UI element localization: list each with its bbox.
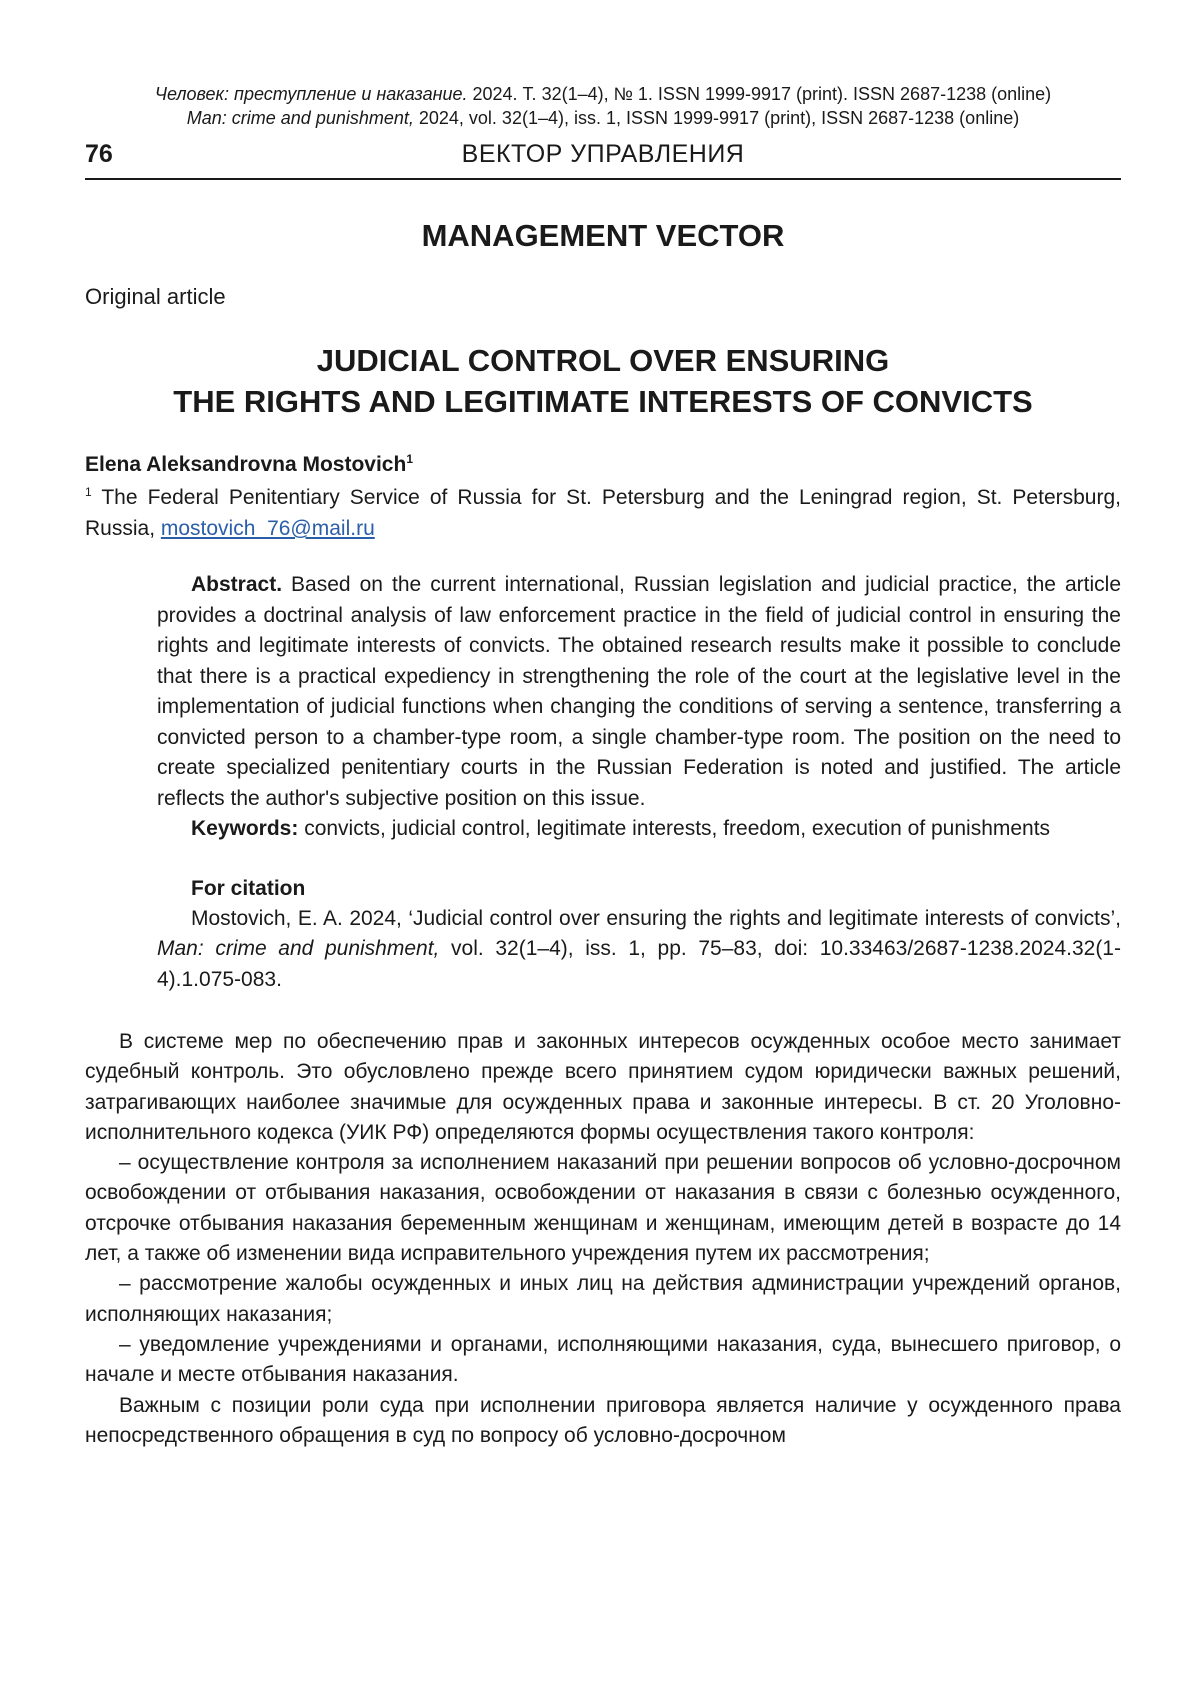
running-header-ru: [85, 82, 1121, 106]
abstract-paragraph: [157, 570, 1121, 814]
article-title-line: THE RIGHTS AND LEGITIMATE INTERESTS OF CONVICTS: [173, 384, 1033, 419]
body-paragraph: Важным с позиции роли суда при исполнении приговора является наличие у осужденного права непосредственного обращения в суд по вопросу об условно-досрочном: [85, 1393, 1121, 1447]
author-name-text: Elena Aleksandrovna Mostovich: [85, 453, 407, 476]
author-affiliation: [85, 477, 1121, 544]
section-title-ru: ВЕКТОР УПРАВЛЕНИЯ: [461, 140, 745, 168]
author-email-link[interactable]: mostovich_76@mail.ru: [160, 517, 375, 540]
running-header: [85, 82, 1121, 130]
page-number: 76: [85, 140, 113, 168]
keywords-text: convicts, judicial control, legitimate interests, freedom, execution of punishments: [298, 817, 1051, 840]
article-type: Original article: [85, 284, 226, 309]
article-title-line: JUDICIAL CONTROL OVER ENSURING: [316, 343, 890, 378]
citation-part: vol. 32(1–4), iss. 1, pp. 75–83, doi: 10.33463/2687-1238.2024.32(1-4).1.075-083.: [157, 937, 1121, 991]
author-superscript: 1: [406, 452, 414, 466]
body-list-item: – осуществление контроля за исполнением наказаний при решении вопросов об условно-досрочном освобождении от отбывания наказания, освобождении от наказания в связи с болезнью осужденного, отсрочке отбывания наказания беременным женщинам и женщинам, имеющим детей в возрасте до 14 лет, а также об изменении вида исправительного учреждения путем их рассмотрения;: [85, 1151, 1121, 1266]
author-name: [85, 452, 1121, 477]
section-header-bar: [85, 138, 1121, 180]
journal-details-ru: 2024. Т. 32(1–4), № 1. ISSN 1999-9917 (print). ISSN 2687-1238 (online): [467, 84, 1052, 104]
body-paragraph: В системе мер по обеспечению прав и законных интересов осужденных особое место занимает судебный контроль. Это обусловлено прежде всего принятием судом юридически важных решений, затрагивающих наиболее значимые для осужденных права и законные интересы. В ст. 20 Уголовно-исполнительного кодекса (УИК РФ) определяются формы осуществления такого контроля:: [85, 1030, 1121, 1144]
journal-details-en: 2024, vol. 32(1–4), iss. 1, ISSN 1999-9917 (print), ISSN 2687-1238 (online): [413, 108, 1020, 128]
running-header-en: [85, 106, 1121, 130]
article-title: [85, 340, 1121, 422]
body-list-item: – уведомление учреждениями и органами, исполняющими наказания, суда, вынесшего приговор, о начале и месте отбывания наказания.: [85, 1332, 1121, 1387]
citation-heading: For citation: [191, 876, 306, 900]
journal-page: [85, 0, 1121, 1451]
affiliation-text: The Federal Penitentiary Service of Russia for St. Petersburg and the Leningrad region, St. Petersburg, Russia,: [85, 486, 1121, 540]
keywords-paragraph: [157, 814, 1121, 845]
body-list-item: – рассмотрение жалобы осужденных и иных лиц на действия администрации учреждений органов, исполняющих наказания;: [85, 1272, 1121, 1326]
citation-part: Mostovich, E. A. 2024, ‘Judicial control over ensuring the rights and legitimate interests of convicts’,: [191, 906, 1121, 930]
abstract-block: [157, 570, 1121, 845]
journal-name-ru: Человек: преступление и наказание.: [154, 84, 468, 104]
abstract-label: Abstract.: [191, 573, 283, 596]
keywords-label: Keywords:: [191, 817, 299, 840]
article-body: [85, 1027, 1121, 1451]
citation-journal: Man: crime and punishment,: [157, 937, 440, 960]
section-title-en: MANAGEMENT VECTOR: [421, 218, 785, 253]
affiliation-superscript: 1: [85, 485, 92, 499]
journal-name-en: Man: crime and punishment,: [186, 108, 414, 128]
abstract-text: Based on the current international, Russian legislation and judicial practice, the article provides a doctrinal analysis of law enforcement practice in the field of judicial control in ensuring the rights and legitimate interests of convicts. The obtained research results make it possible to conclude that there is a practical expediency in strengthening the role of the court at the legislative level in the implementation of judicial functions when changing the conditions of serving a sentence, transferring a convicted person to a chamber-type room, a single chamber-type room. The position on the need to create specialized penitentiary courts in the Russian Federation is noted and justified. The article reflects the author's subjective position on this issue.: [157, 573, 1121, 810]
citation-text: [157, 904, 1121, 996]
